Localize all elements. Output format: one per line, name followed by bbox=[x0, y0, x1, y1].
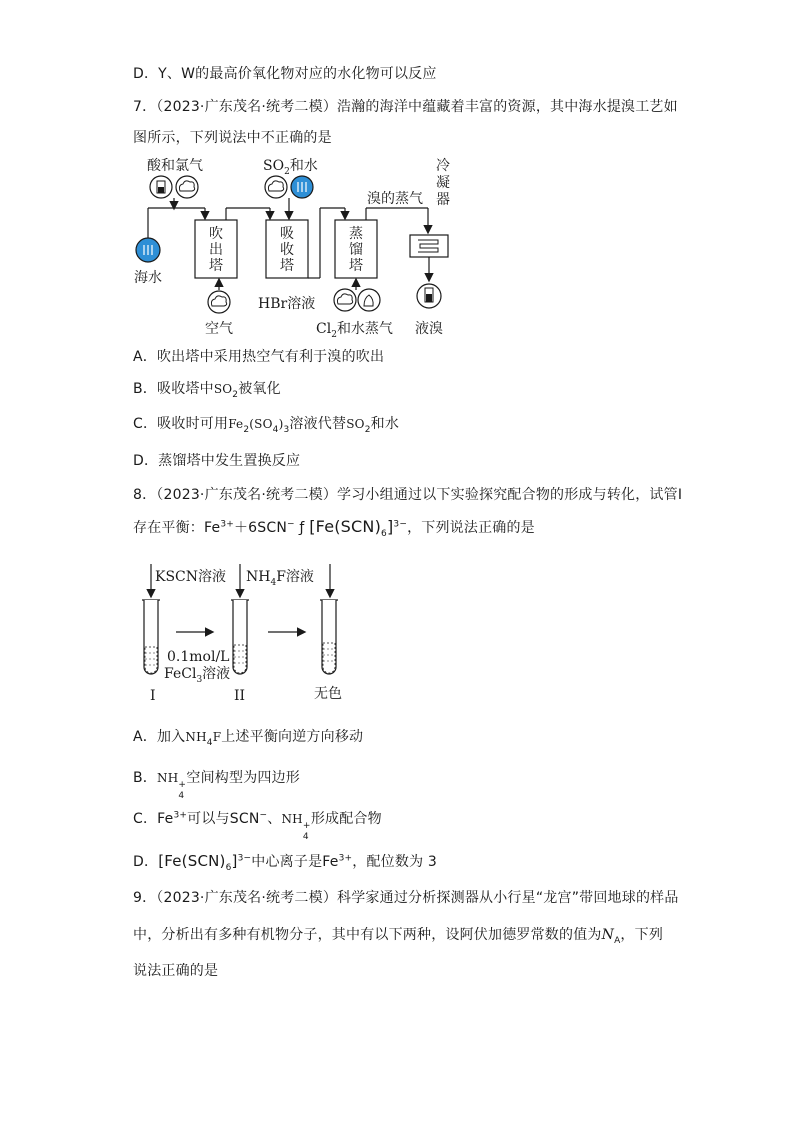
svg-text:吸: 吸 bbox=[280, 226, 294, 242]
svg-text:塔: 塔 bbox=[209, 258, 223, 274]
q8-option-b: B．NH + 4 空间构型为四边形 bbox=[133, 770, 300, 801]
q8-option-d: D．$[Fe(SCN)_6]^{3-}$中心离子是$Fe^{3+}$，配位数为 3 bbox=[133, 852, 438, 873]
acid-chlorine-label: 酸和氯气 bbox=[147, 158, 203, 174]
nh4f-label: $NH_4F$溶液 bbox=[246, 569, 314, 588]
air-cloud-icon bbox=[208, 291, 230, 313]
q8-stem-line1: 8．（2023·广东茂名·统考二模）学习小组通过以下实验探究配合物的形成与转化，试管Ⅰ bbox=[133, 487, 683, 503]
svg-text:器: 器 bbox=[436, 192, 450, 208]
q7-stem-line2: 图所示，下列说法中不正确的是 bbox=[133, 130, 332, 146]
gas-cloud-icon bbox=[176, 176, 198, 198]
condenser-label bbox=[436, 158, 450, 208]
seawater-icon bbox=[136, 238, 160, 262]
q9-stem-line1: 9．（2023·广东茂名·统考二模）科学家通过分析探测器从小行星“龙宫”带回地球的样品 bbox=[133, 890, 679, 906]
q7-option-b: B．吸收塔中$SO_2$被氧化 bbox=[133, 381, 281, 400]
svg-text:馏: 馏 bbox=[349, 242, 363, 258]
test-tube-diagram bbox=[0, 560, 794, 710]
gas-cloud-icon bbox=[265, 176, 287, 198]
svg-text:出: 出 bbox=[209, 242, 223, 258]
fecl3-label: FeCl$_3$溶液 bbox=[164, 666, 231, 685]
steam-icon bbox=[358, 289, 380, 311]
air-label: 空气 bbox=[205, 321, 233, 337]
chlorine-cloud-icon bbox=[334, 289, 356, 311]
svg-text:塔: 塔 bbox=[349, 258, 363, 274]
q9-stem-line2: 中，分析出有多种有机物分子，其中有以下两种，设阿伏加德罗常数的值为$N_A$，下列 bbox=[133, 927, 664, 946]
bromine-extraction-diagram bbox=[0, 150, 794, 350]
q8-stem-line2: 存在平衡：$Fe^{3+}+6SCN^-$ ƒ $[Fe(SCN)_6]^{3-}$，下列说法正确的是 bbox=[133, 517, 535, 539]
tube-1-label: I bbox=[150, 688, 156, 704]
bromine-vapor-label: 溴的蒸气 bbox=[367, 191, 423, 207]
cl2-steam-label: $Cl_2$和水蒸气 bbox=[316, 321, 393, 340]
svg-text:凝: 凝 bbox=[436, 175, 450, 191]
concentration-label: 0.1mol/L bbox=[167, 649, 230, 665]
q8-option-a: A．加入$NH_4F$上述平衡向逆方向移动 bbox=[133, 729, 364, 748]
q9-stem-line3: 说法正确的是 bbox=[133, 963, 219, 979]
seawater-label: 海水 bbox=[134, 270, 162, 286]
water-beaker-icon bbox=[291, 176, 313, 198]
svg-text:塔: 塔 bbox=[280, 258, 294, 274]
reagent-bottle-icon bbox=[150, 176, 172, 198]
liquid-bromine-bottle-icon bbox=[417, 284, 441, 308]
tube-2-label: II bbox=[234, 688, 246, 704]
liquid-bromine-label: 液溴 bbox=[415, 321, 443, 337]
kscn-label: KSCN溶液 bbox=[155, 569, 227, 585]
test-tube-3 bbox=[320, 600, 338, 674]
q7-option-d: D．蒸馏塔中发生置换反应 bbox=[133, 453, 301, 469]
svg-text:收: 收 bbox=[280, 242, 294, 258]
q7-option-c: C．吸收时可用$Fe_2(SO_4)_3$溶液代替$SO_2$和水 bbox=[133, 416, 400, 435]
svg-text:冷: 冷 bbox=[436, 158, 450, 174]
svg-text:蒸: 蒸 bbox=[349, 226, 363, 242]
condenser-icon bbox=[410, 235, 448, 257]
test-tube-2 bbox=[231, 600, 249, 674]
q7-option-a: A．吹出塔中采用热空气有利于溴的吹出 bbox=[133, 349, 385, 365]
svg-text:吹: 吹 bbox=[209, 226, 223, 242]
q7-stem-line1: 7．（2023·广东茂名·统考二模）浩瀚的海洋中蕴藏着丰富的资源，其中海水提溴工艺如 bbox=[133, 99, 678, 115]
so2-water-label: $SO_2$和水 bbox=[263, 158, 318, 177]
hbr-solution-label: HBr溶液 bbox=[258, 296, 316, 312]
colorless-label: 无色 bbox=[314, 686, 342, 702]
q8-option-c: C．$Fe^{3+}$可以与SCN−、NH + 4 形成配合物 bbox=[133, 810, 382, 842]
q6-option-d: D．Y、W的最高价氧化物对应的水化物可以反应 bbox=[133, 66, 437, 82]
test-tube-1 bbox=[142, 600, 160, 674]
